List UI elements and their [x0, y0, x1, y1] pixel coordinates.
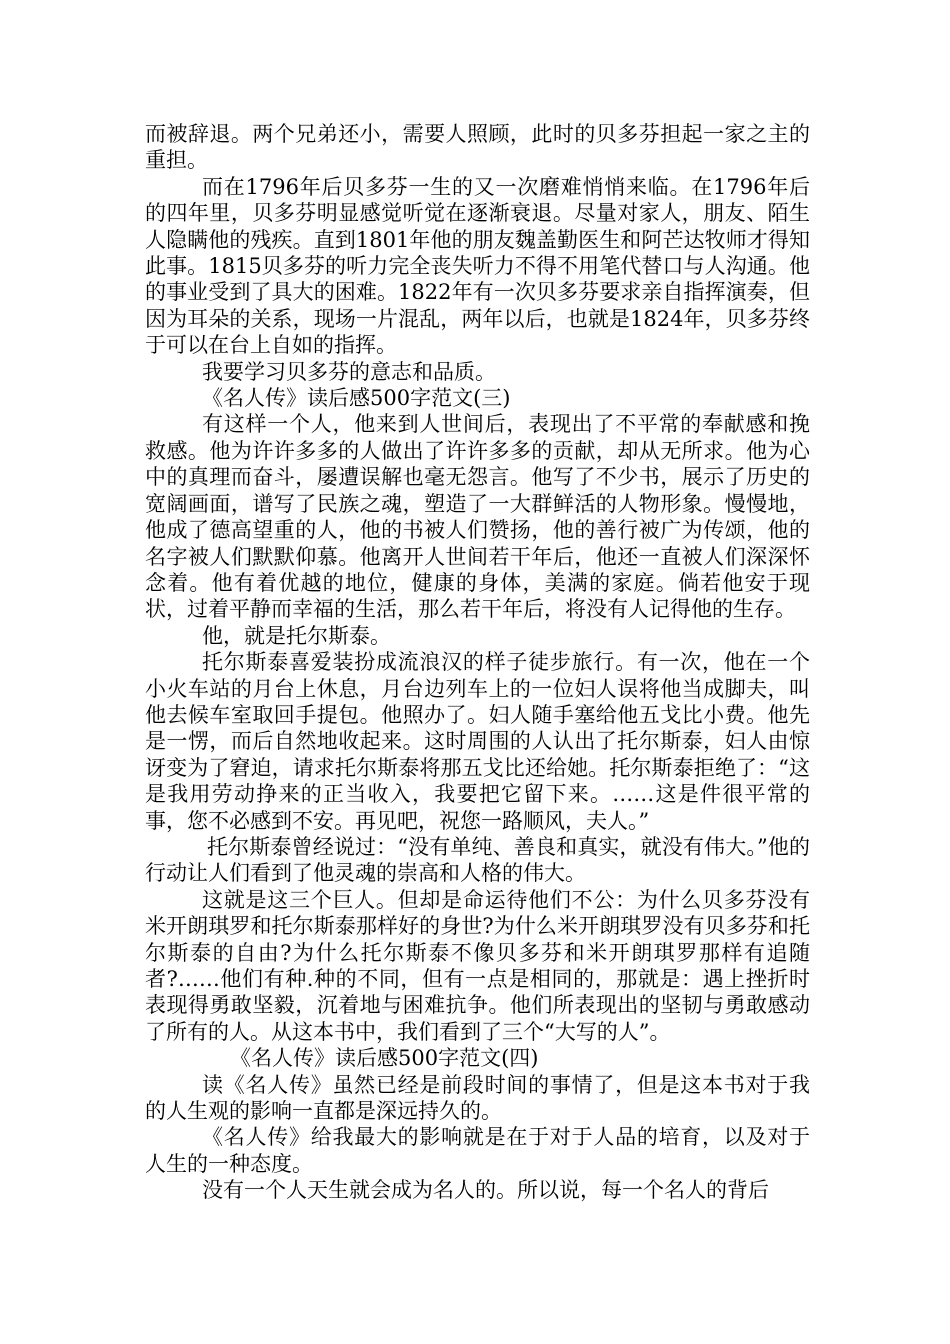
paragraph-2: 而在1796年后贝多芬一生的又一次磨难悄悄来临。在1796年后的四年里，贝多芬明显感觉听觉在逐渐衰退。尽量对家人，朋友、陌生人隐瞒他的残疾。直到1801年他的朋友魏盖勤医生和阿芒达牧师才得知此事。1815贝多芬的听力完全丧失听力不得不用笔代替口与人沟通。他的事业受到了具大的困难。1822年有一次贝多芬要求亲自指挥演奏，但因为耳朵的关系，现场一片混乱，两年以后，也就是1824年，贝多芬终于可以在台上自如的指挥。: [145, 174, 810, 358]
paragraph-8: 这就是这三个巨人。但却是命运待他们不公：为什么贝多芬没有米开朗琪罗和托尔斯泰那样好的身世?为什么米开朗琪罗没有贝多芬和托尔斯泰的自由?为什么托尔斯泰不像贝多芬和米开朗琪罗那样有追随者?……他们有种.种的不同，但有一点是相同的，那就是：遇上挫折时表现得勇敢坚毅，沉着地与困难抗争。他们所表现出的坚韧与勇敢感动了所有的人。从这本书中，我们看到了三个“大写的人”。: [145, 887, 810, 1044]
paragraph-7: 托尔斯泰曾经说过：“没有单纯、善良和真实，就没有伟大。”他的行动让人们看到了他灵魂的崇高和人格的伟大。: [145, 834, 810, 886]
section-heading-3: 《名人传》读后感500字范文(三): [202, 386, 511, 411]
section-heading-4: 《名人传》读后感500字范文(四): [230, 1046, 539, 1071]
paragraph-1: 而被辞退。两个兄弟还小，需要人照顾，此时的贝多芬担起一家之主的重担。: [145, 122, 810, 173]
paragraph-10: 《名人传》给我最大的影响就是在于对于人品的培育，以及对于人生的一种态度。: [145, 1125, 810, 1176]
paragraph-5: 他，就是托尔斯泰。: [202, 623, 391, 648]
paragraph-11: 没有一个人天生就会成为名人的。所以说，每一个名人的背后: [202, 1178, 769, 1203]
paragraph-6: 托尔斯泰喜爱装扮成流浪汉的样子徒步旅行。有一次，他在一个小火车站的月台上休息，月台边列车上的一位妇人误将他当成脚夫，叫他去候车室取回手提包。他照办了。妇人随手塞给他五戈比小费。他先是一愣，而后自然地收起来。这时周围的人认出了托尔斯泰，妇人由惊讶变为了窘迫，请求托尔斯泰将那五戈比还给她。托尔斯泰拒绝了：“这是我用劳动挣来的正当收入，我要把它留下来。……这是件很平常的事，您不必感到不安。再见吧，祝您一路顺风，夫人。”: [145, 650, 810, 833]
document-body: [145, 121, 810, 1204]
paragraph-4: 有这样一个人，他来到人世间后，表现出了不平常的奉献感和挽救感。他为许许多多的人做出了许许多多的贡献，却从无所求。他为心中的真理而奋斗，屡遭误解也毫无怨言。他写了不少书，展示了历史的宽阔画面，谱写了民族之魂，塑造了一大群鲜活的人物形象。慢慢地，他成了德高望重的人，他的书被人们赞扬，他的善行被广为传颂，他的名字被人们默默仰慕。他离开人世间若干年后，他还一直被人们深深怀念着。他有着优越的地位，健康的身体，美满的家庭。倘若他安于现状，过着平静而幸福的生活，那么若干年后，将没有人记得他的生存。: [145, 412, 810, 622]
paragraph-3: 我要学习贝多芬的意志和品质。: [202, 359, 496, 384]
paragraph-9: 读《名人传》虽然已经是前段时间的事情了，但是这本书对于我的人生观的影响一直都是深远持久的。: [145, 1072, 810, 1124]
